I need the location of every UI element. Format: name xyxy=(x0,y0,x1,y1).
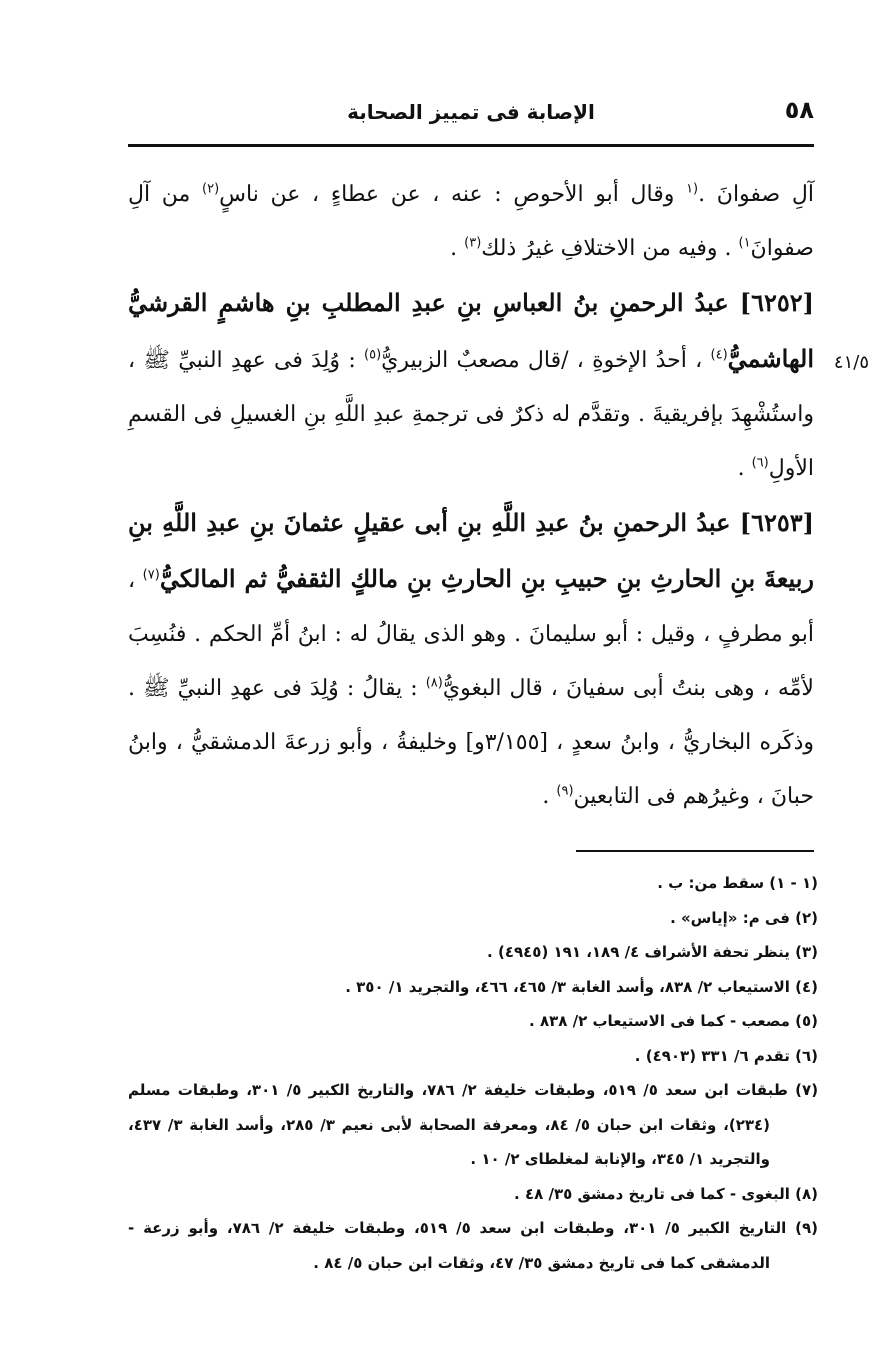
page-number: ٥٨ xyxy=(784,96,814,124)
footnote-marker: ١) xyxy=(738,235,751,251)
footnote-2: (٢) فى م: «إياس» . xyxy=(670,908,818,927)
entry-heading: [٦٢٥٣] عبدُ الرحمنِ بنُ عبدِ اللَّهِ بنِ أبى عقيلٍ عثمانَ بنِ عبدِ اللَّهِ بنِ ربيعةَ بنِ الحارثِ بنِ حبيبِ بنِ الحارثِ بنِ مالكٍ الثقفيُّ ثم المالكيُّ xyxy=(128,508,815,593)
footnote-7: (٧) طبقات ابن سعد ٥/ ٥١٩، وطبقات خليفة ٢/ ٧٨٦، والتاريخ الكبير ٥/ ٣٠١، وطبقات مسلم (٢٣٤)، وثقات ابن حبان ٥/ ٨٤، ومعرفة الصحابة لأبى نعيم ٣/ ٢٨٥، وأسد الغابة ٣/ ٤٣٧، والتجريد ١/ ٣٤٥، والإنابة لمغلطاى ٢/ ١٠ . xyxy=(128,1081,819,1168)
text-run: . xyxy=(450,236,458,261)
footnote-marker: (٥) xyxy=(364,347,382,363)
text-run: آلِ صفوانَ . xyxy=(698,182,815,207)
entry-heading: [٦٢٥٢] عبدُ الرحمنِ بنُ العباسِ بنِ عبدِ المطلبِ بنِ هاشمٍ القرشيُّ الهاشميُّ xyxy=(128,288,814,373)
footnote-marker: (٤) xyxy=(710,347,728,363)
footnote-1: (١ - ١) سقط من: ب . xyxy=(657,874,818,892)
text-run: . xyxy=(737,456,745,481)
footnote-marker: (٩) xyxy=(556,783,574,799)
footnote-3: (٣) ينظر تحفة الأشراف ٤/ ١٨٩، ١٩١ (٤٩٤٥) . xyxy=(487,943,818,961)
text-run: من آلِ صفوانَ xyxy=(128,182,814,261)
entry-6253 xyxy=(128,496,814,824)
footnote-marker: (٢) xyxy=(202,181,220,197)
main-text xyxy=(128,168,814,824)
text-run: ، أحدُ الإخوةِ ، /قال مصعبٌ الزبيريُّ xyxy=(381,348,703,373)
text-run: وقال أبو الأحوصِ : عنه ، عن عطاءٍ ، عن ناسٍ xyxy=(219,182,675,207)
footnote-separator xyxy=(576,850,814,852)
text-run: : وُلِدَ فى عهدِ النبيِّ ﷺ ، واستُشْهِدَ بإفريقيةَ . وتقدَّم له ذكرٌ فى ترجمةِ عبدِ اللَّهِ بنِ الغسيلِ فى القسمِ الأولِ xyxy=(128,348,814,481)
paragraph-1 xyxy=(128,168,814,276)
footnote-marker: (٦) xyxy=(751,455,769,471)
text-run: . xyxy=(542,784,550,809)
header-rule xyxy=(128,144,814,147)
entry-6252 xyxy=(128,276,814,496)
page-header xyxy=(128,96,814,136)
text-run: . وفيه من الاختلافِ غيرُ ذلك xyxy=(481,236,732,261)
text-run: : يقالُ : وُلِدَ فى عهدِ النبيِّ ﷺ . وذكَره البخاريُّ ، وابنُ سعدٍ ، [٣/١٥٥و] وخليفةُ ، وأبو زرعةَ الدمشقيُّ ، وابنُ حبانَ ، وغيرُهم فى التابعين xyxy=(128,676,814,809)
footnote-5: (٥) مصعب - كما فى الاستيعاب ٢/ ٨٣٨ . xyxy=(529,1012,818,1030)
footnote-6: (٦) تقدم ٦/ ٣٣١ (٤٩٠٣) . xyxy=(634,1046,818,1065)
margin-volume-reference: ٤١/٥ xyxy=(833,352,869,373)
footnotes xyxy=(128,866,818,1280)
text-run: ، أبو مطرفٍ ، وقيل : أبو سليمانَ . وهو الذى يقالُ له : ابنُ أمِّ الحكم . فنُسِبَ لأمِّه ، وهى بنتُ أبى سفيانَ ، قال البغويُّ xyxy=(128,568,814,701)
footnote-marker: (١ xyxy=(686,181,699,197)
footnote-9: (٩) التاريخ الكبير ٥/ ٣٠١، وطبقات ابن سعد ٥/ ٥١٩، وطبقات خليفة ٢/ ٧٨٦، وأبو زرعة - الدمشقى كما فى تاريخ دمشق ٣٥/ ٤٧، وثقات ابن حبان ٥/ ٨٤ . xyxy=(128,1219,819,1272)
footnote-4: (٤) الاستيعاب ٢/ ٨٣٨، وأسد الغابة ٣/ ٤٦٥، ٤٦٦، والتجريد ١/ ٣٥٠ . xyxy=(345,977,818,996)
footnote-marker: (٣) xyxy=(464,235,482,251)
footnote-marker: (٨) xyxy=(425,675,443,691)
book-title: الإصابة فى تمييز الصحابة xyxy=(347,100,595,124)
footnote-marker: (٧) xyxy=(142,567,160,583)
footnote-8: (٨) البغوى - كما فى تاريخ دمشق ٣٥/ ٤٨ . xyxy=(514,1184,818,1203)
